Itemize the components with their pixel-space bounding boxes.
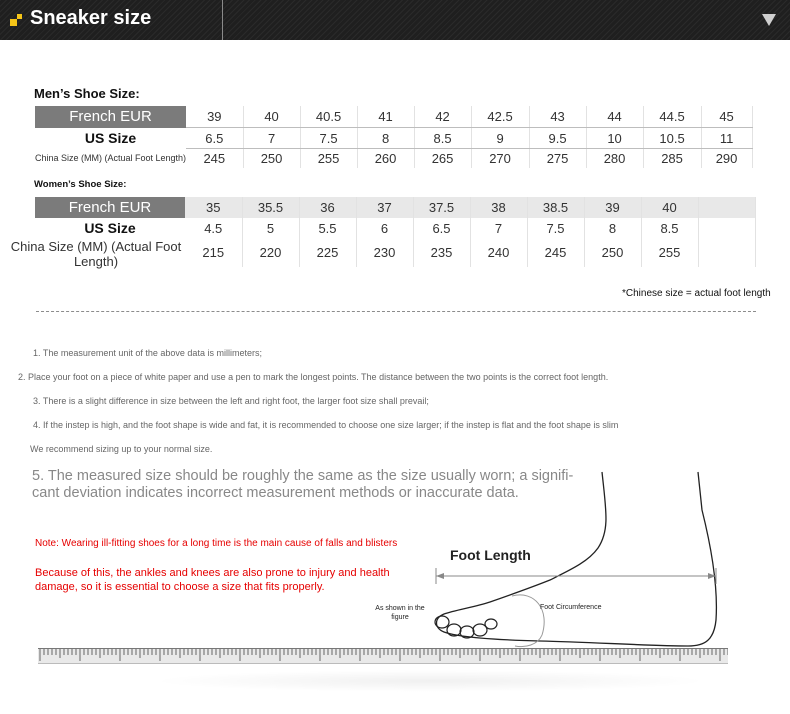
page-header [0, 0, 790, 40]
table-cell [698, 197, 755, 218]
table-cell: 235 [413, 238, 470, 267]
table-cell: 5 [242, 218, 299, 238]
table-cell: 4.5 [185, 218, 242, 238]
table-cell: 44.5 [643, 106, 701, 128]
table-row [35, 128, 752, 149]
row-label: China Size (MM) (Actual Foot Length) [10, 239, 182, 269]
table-cell: 220 [242, 238, 299, 267]
table-cell: 285 [643, 149, 701, 169]
mens-size-table [35, 106, 753, 168]
note-4-cont: We recommend sizing up to your normal size. [30, 444, 213, 454]
row-label: US Size [84, 130, 137, 146]
table-cell: 275 [529, 149, 586, 169]
table-cell: 8 [357, 128, 414, 149]
chevron-down-icon[interactable] [762, 14, 776, 26]
row-label: French EUR [35, 106, 186, 128]
table-cell: 8.5 [414, 128, 471, 149]
table-cell: 250 [584, 238, 641, 267]
table-cell: 43 [529, 106, 586, 128]
table-cell: 8 [584, 218, 641, 238]
table-cell: 5.5 [299, 218, 356, 238]
table-cell: 280 [586, 149, 643, 169]
table-cell: 6.5 [186, 128, 243, 149]
table-cell: 11 [701, 128, 752, 149]
table-cell: 45 [701, 106, 752, 128]
table-cell: 38 [470, 197, 527, 218]
dashed-divider [36, 311, 756, 312]
table-cell: 35.5 [242, 197, 299, 218]
table-cell: 245 [527, 238, 584, 267]
table-cell: 37 [356, 197, 413, 218]
table-cell: 245 [186, 149, 243, 169]
mens-size-title: Men’s Shoe Size: [34, 86, 140, 101]
table-cell: 7 [470, 218, 527, 238]
table-cell: 44 [586, 106, 643, 128]
page-title: Sneaker size [30, 7, 152, 29]
table-cell: 10 [586, 128, 643, 149]
table-cell: 39 [584, 197, 641, 218]
table-cell: 9 [471, 128, 529, 149]
table-cell: 42 [414, 106, 471, 128]
ruler-shadow [150, 670, 710, 692]
table-cell: 37.5 [413, 197, 470, 218]
warning-note: Note: Wearing ill-fitting shoes for a long time is the main cause of falls and blisters [35, 538, 398, 549]
table-cell: 6 [356, 218, 413, 238]
table-cell: 10.5 [643, 128, 701, 149]
table-cell: 35 [185, 197, 242, 218]
table-cell [698, 218, 755, 238]
table-cell: 40 [243, 106, 300, 128]
table-cell: 40.5 [300, 106, 357, 128]
table-cell: 215 [185, 238, 242, 267]
table-cell: 40 [641, 197, 698, 218]
ruler [38, 648, 728, 664]
table-cell: 41 [357, 106, 414, 128]
table-cell: 9.5 [529, 128, 586, 149]
note-2: 2. Place your foot on a piece of white paper and use a pen to mark the longest points. The distance between the two points is the correct foot length. [18, 372, 609, 382]
table-cell: 7 [243, 128, 300, 149]
table-cell: 290 [701, 149, 752, 169]
foot-circumference-label: Foot Circumference [540, 604, 602, 611]
table-cell: 225 [299, 238, 356, 267]
row-label: China Size (MM) (Actual Foot Length) [35, 153, 187, 164]
table-cell: 255 [641, 238, 698, 267]
table-row [35, 218, 755, 238]
table-cell: 6.5 [413, 218, 470, 238]
table-cell: 250 [243, 149, 300, 169]
table-cell: 7.5 [300, 128, 357, 149]
table-row [35, 106, 752, 128]
note-4: 4. If the instep is high, and the foot shape is wide and fat, it is recommended to choose one size larger; if the instep is flat and the foot shape is slim [33, 420, 619, 430]
chinese-size-note: *Chinese size = actual foot length [622, 288, 771, 299]
table-cell: 39 [186, 106, 243, 128]
table-cell: 240 [470, 238, 527, 267]
note-3: 3. There is a slight difference in size between the left and right foot, the larger foot size shall prevail; [33, 396, 429, 406]
table-cell [698, 238, 755, 267]
table-cell: 260 [357, 149, 414, 169]
row-label: US Size [84, 220, 136, 236]
note-5: 5. The measured size should be roughly the same as the size usually worn; a signifi- cant deviation indicates incorrect measurement methods or inaccurate data. [32, 468, 574, 501]
table-cell: 38.5 [527, 197, 584, 218]
table-cell: 42.5 [471, 106, 529, 128]
foot-length-label: Foot Length [450, 547, 531, 563]
table-cell: 265 [414, 149, 471, 169]
shown-label: As shown in the figure [375, 605, 425, 621]
womens-size-title: Women’s Shoe Size: [34, 179, 127, 190]
header-divider [222, 0, 223, 40]
row-label: French EUR [35, 197, 185, 218]
table-row [35, 197, 755, 218]
table-cell: 7.5 [527, 218, 584, 238]
table-cell: 255 [300, 149, 357, 169]
table-cell: 270 [471, 149, 529, 169]
table-cell: 36 [299, 197, 356, 218]
table-cell: 8.5 [641, 218, 698, 238]
table-cell: 230 [356, 238, 413, 267]
warning-detail: Because of this, the ankles and knees are also prone to injury and health damage, so it is essential to choose a size that fits properly. [35, 567, 390, 593]
square-bullet-icon [10, 14, 23, 27]
note-1: 1. The measurement unit of the above data is millimeters; [33, 348, 262, 358]
table-row [35, 149, 752, 169]
